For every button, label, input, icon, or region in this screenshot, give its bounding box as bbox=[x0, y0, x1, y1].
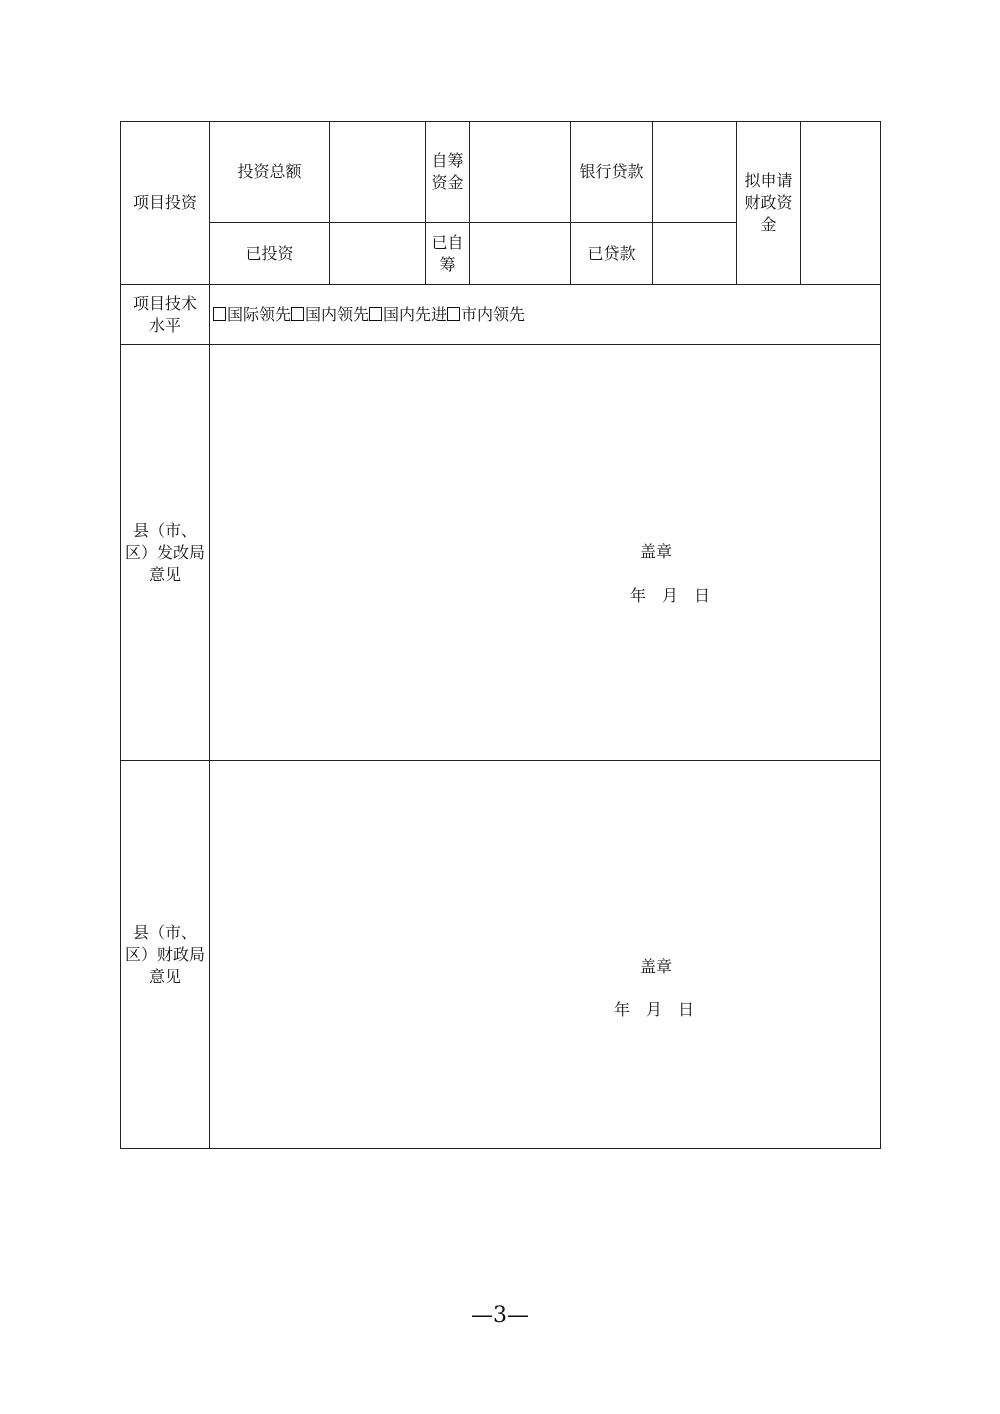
self-raised-value[interactable] bbox=[470, 122, 571, 223]
option-label: 国内先进 bbox=[383, 304, 448, 324]
investment-row-label: 项目投资 bbox=[121, 122, 210, 285]
date-label: 年 月 日 bbox=[630, 586, 711, 605]
drc-opinion-label: 县（市、区）发改局意见 bbox=[121, 345, 210, 761]
finance-opinion-label: 县（市、区）财政局意见 bbox=[121, 761, 210, 1149]
tech-level-label: 项目技术水平 bbox=[121, 285, 210, 345]
bank-loan-label: 银行贷款 bbox=[571, 122, 653, 223]
self-raised-label: 自筹资金 bbox=[426, 122, 470, 223]
fiscal-funds-value[interactable] bbox=[801, 122, 881, 285]
tech-level-options bbox=[210, 285, 881, 345]
application-form-table bbox=[120, 121, 881, 1149]
page-number: —3— bbox=[471, 1303, 529, 1328]
seal-label: 盖章 bbox=[640, 542, 673, 561]
date-label: 年 月 日 bbox=[614, 1000, 695, 1019]
total-investment-value[interactable] bbox=[330, 122, 426, 223]
finance-opinion-area[interactable] bbox=[210, 761, 881, 1149]
invested-label: 已投资 bbox=[210, 223, 330, 285]
seal-label: 盖章 bbox=[640, 957, 673, 976]
invested-value[interactable] bbox=[330, 223, 426, 285]
fiscal-funds-label: 拟申请财政资金 bbox=[737, 122, 801, 285]
loaned-value[interactable] bbox=[653, 223, 737, 285]
option-label: 市内领先 bbox=[461, 304, 526, 324]
loaned-label: 已贷款 bbox=[571, 223, 653, 285]
bank-loan-value[interactable] bbox=[653, 122, 737, 223]
self-raised-done-value[interactable] bbox=[470, 223, 571, 285]
drc-opinion-area[interactable] bbox=[210, 345, 881, 761]
self-raised-done-label: 已自筹 bbox=[426, 223, 470, 285]
checkbox[interactable] bbox=[447, 307, 460, 321]
total-investment-label: 投资总额 bbox=[210, 122, 330, 223]
checkbox[interactable] bbox=[291, 307, 304, 321]
checkbox[interactable] bbox=[369, 307, 382, 321]
option-label: 国内领先 bbox=[305, 304, 370, 324]
option-label: 国际领先 bbox=[227, 304, 292, 324]
checkbox[interactable] bbox=[213, 307, 226, 321]
